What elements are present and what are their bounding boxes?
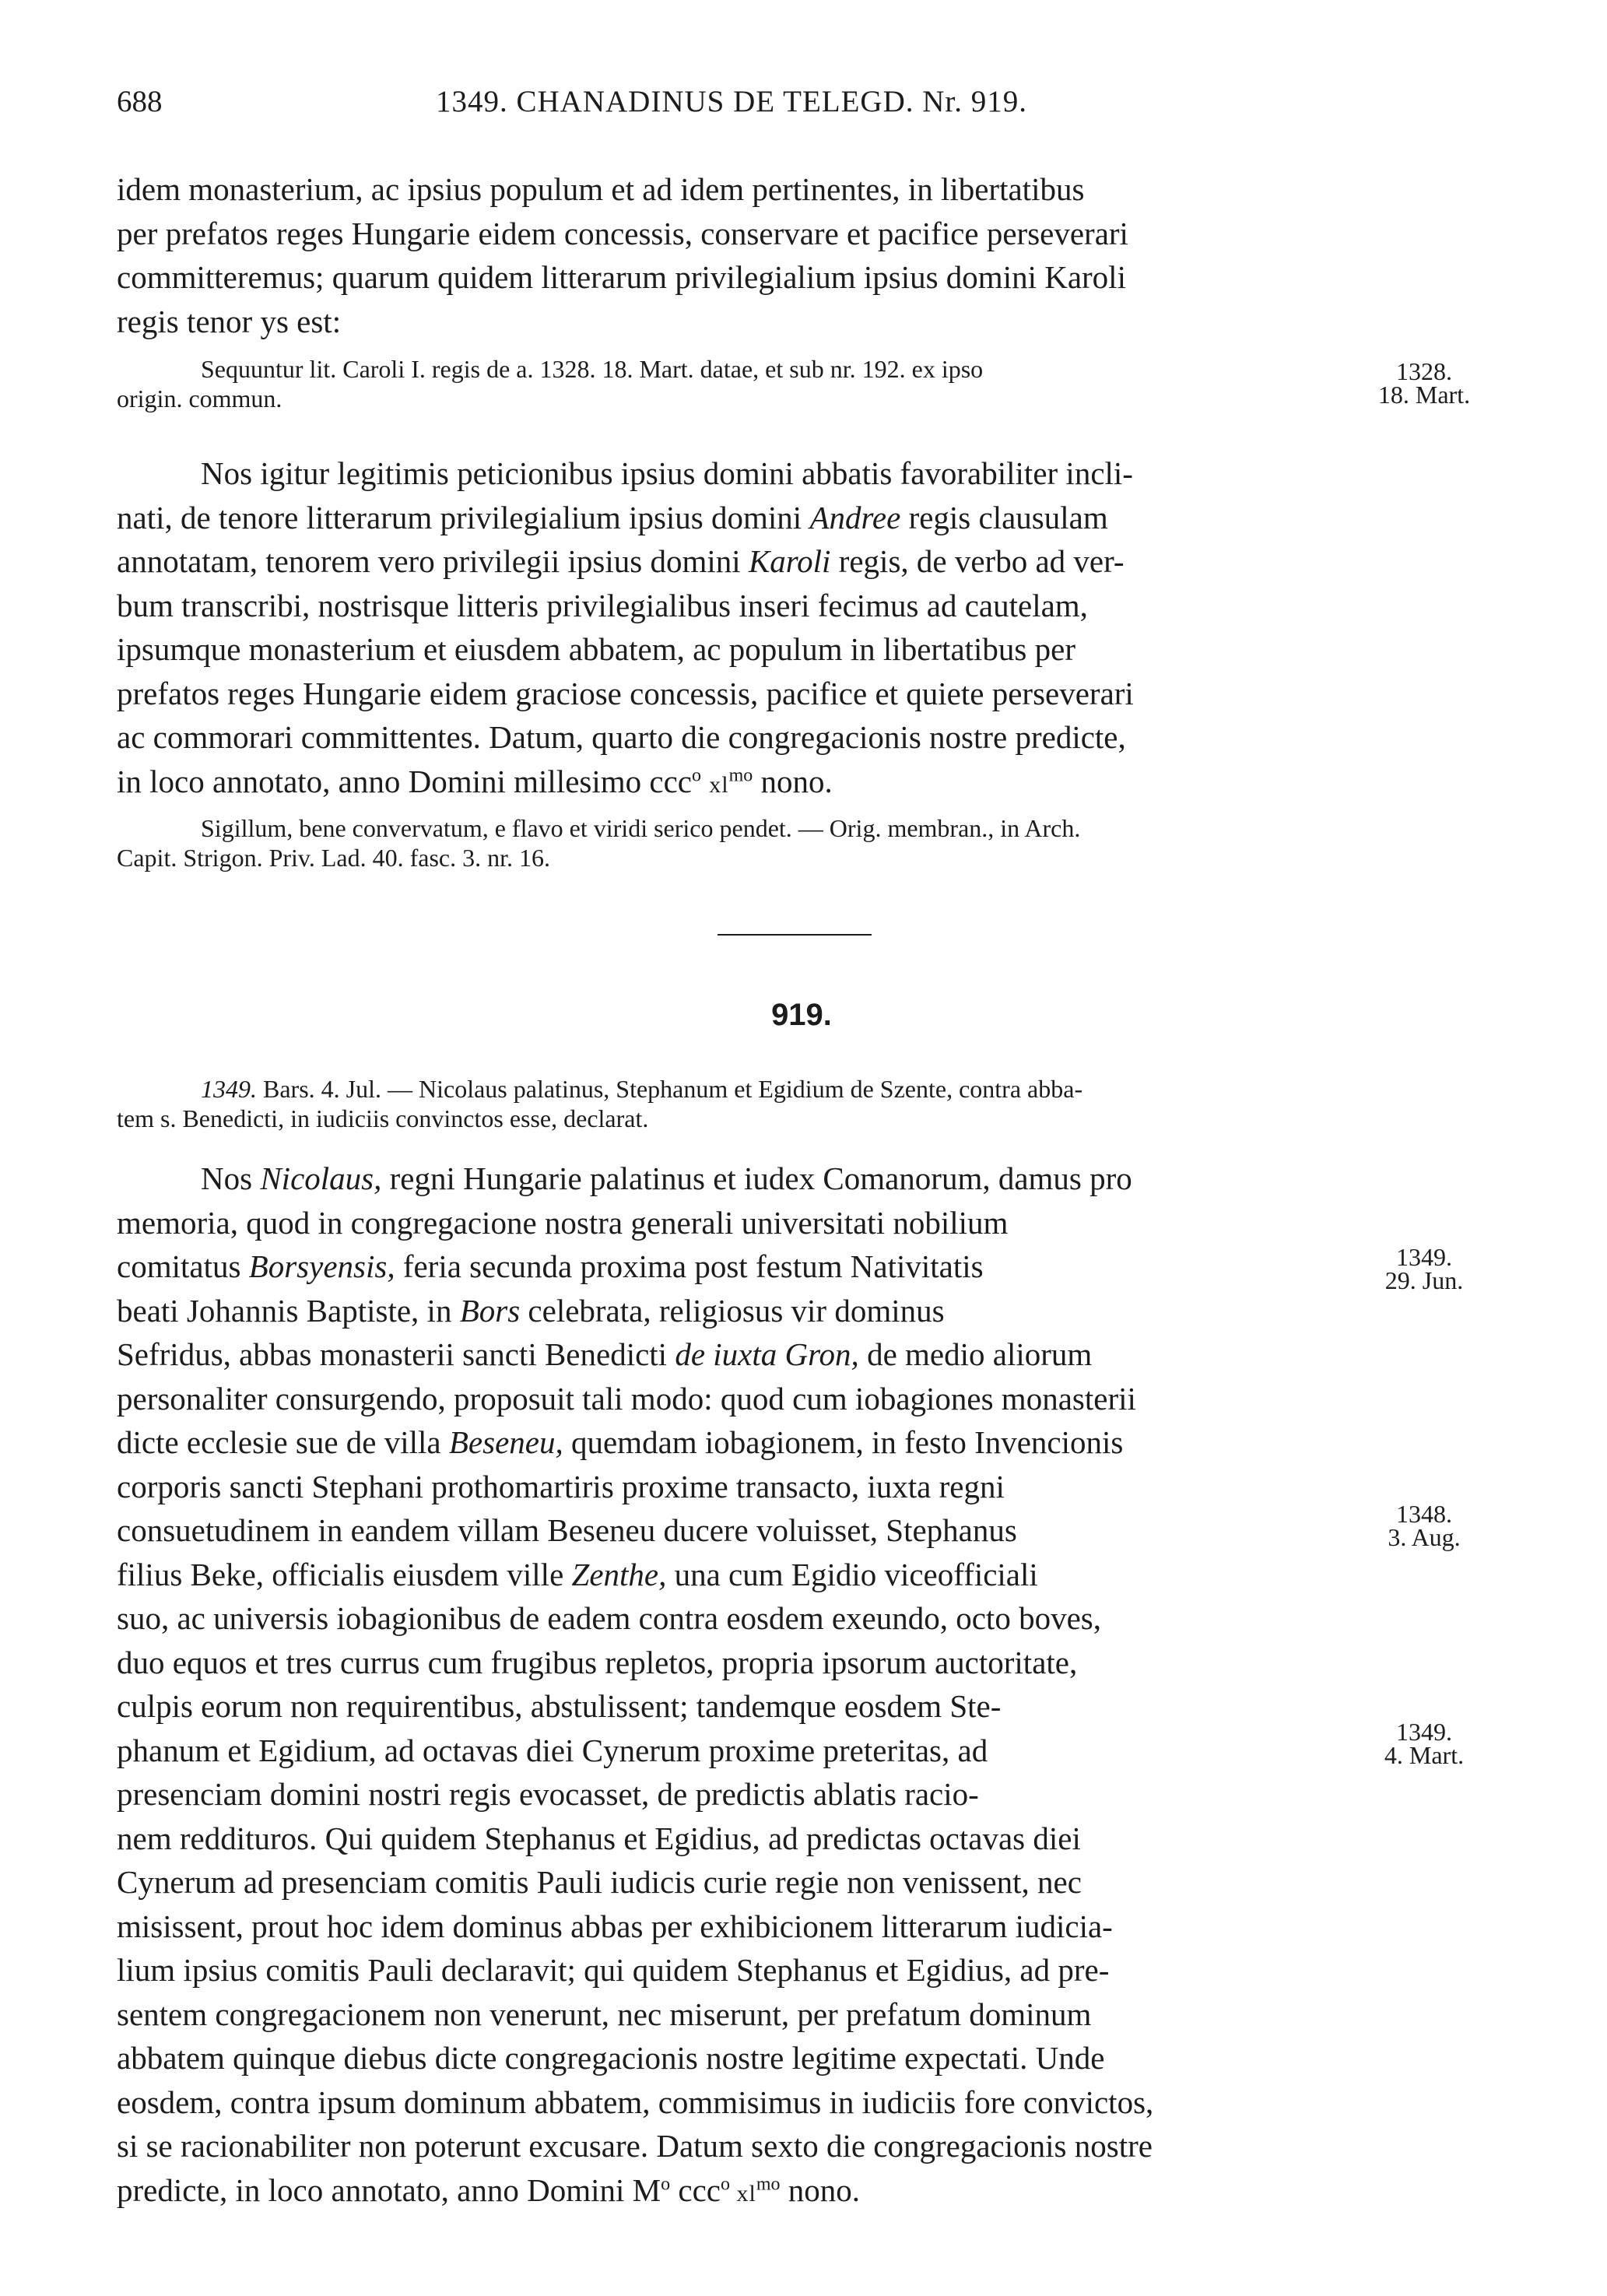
page-header bbox=[117, 84, 1486, 131]
document-number: 919. bbox=[771, 998, 832, 1032]
charter-text: Nos Nicolaus, regni Hungarie palatinus et iudex Comanorum, damus pro memoria, quod in congregacione nostra generali universitati nobilium comitatus Borsyensis, feria secunda proxima post festum Nativitatis beati Johannis Baptiste, in Bors celebrata, religiosus vir dominus Sefridus, abbas monasterii sancti Benedicti de iuxta Gron, de medio aliorum personaliter consurgendo, proposuit tali modo: quod cum iobagiones monasterii dicte ecclesie sue de villa Beseneu, quemdam iobagionem, in festo Invencionis corporis sancti Stephani prothomartiris proxime transacto, iuxta regni consuetudinem in eandem villam Beseneu ducere voluisset, Stephanus filius Beke, officialis eiusdem ville Zenthe, una cum Egidio viceofficiali suo, ac universis iobagionibus de eadem contra eosdem exeundo, octo boves, duo equos et tres currus cum frugibus repletos, propria ipsorum auctoritate, culpis eorum non requirentibus, abstulissent; tandemque eosdem Ste- phanum et Egidium, ad octavas diei Cynerum proxime preteritas, ad presenciam domini nostri regis evocasset, de predictis ablatis racio- nem reddituros. Qui quidem Stephanus et Egidius, ad predictas octavas diei Cynerum ad presenciam comitis Pauli iudicis curie regie non venissent, nec misissent, prout hoc idem dominus abbas per exhibicionem litterarum iudicia- lium ipsius comitis Pauli declaravit; qui quidem Stephanus et Egidius, ad pre- sentem congregacionem non venerunt, nec miserunt, per prefatum dominum abbatem quinque diebus dicte congregacionis nostre legitime expectati. Unde eosdem, contra ipsum dominum abbatem, commisimus in iudiciis fore convictos, si se racionabiliter non poterunt excusare. Datum sexto die congregacionis nostre predicte, in loco annotato, anno Domini $M^o$ ccc$^o$ $xl^{mo}$ nono. bbox=[117, 1160, 1154, 2208]
document-page bbox=[117, 0, 1486, 2296]
running-title: 1349. CHANADINUS DE TELEGD. Nr. 919. bbox=[436, 85, 1027, 118]
page-number: 688 bbox=[117, 85, 163, 118]
source-note: Sigillum, bene convervatum, e flavo et viridi serico pendet. — Orig. membran., in Arch. Capit. Strigon. Priv. Lad. 40. fasc. 3. nr. 16. bbox=[117, 814, 1081, 872]
previous-document-end bbox=[117, 167, 1486, 343]
margin-date-1349-mart: 1349. 4. Mart. bbox=[1384, 1718, 1465, 1769]
margin-date-1349-jun: 1349. 29. Jun. bbox=[1384, 1243, 1464, 1294]
closing-paragraph: idem monasterium, ac ipsius populum et ad idem pertinentes, in libertatibus per prefatos reges Hungarie eidem concessis, conservare et pacifice perseverari committeremus; quarum quidem litterarum privilegialium ipsius domini Karoli regis tenor ys est: bbox=[117, 171, 1128, 339]
section-divider bbox=[718, 934, 872, 936]
margin-date-1328: 1328. 18. Mart. bbox=[1377, 357, 1471, 409]
regest: 1349. Bars. 4. Jul. — Nicolaus palatinus, Stephanum et Egidium de Szente, contra abba- tem s. Benedicti, in iudiciis convinctos esse, declarat. bbox=[117, 1075, 1083, 1132]
confirmation-paragraph: Nos igitur legitimis peticionibus ipsius domini abbatis favorabiliter incli- nati, de tenore litterarum privilegialium ipsius domini Andree regis clausulam annotatam, tenorem vero privilegii ipsius domini Karoli regis, de verbo ad ver- bum transcribi, nostrisque litteris privilegialibus inseri fecimus ad cautelam, ipsumque monasterium et eiusdem abbatem, ac populum in libertatibus per prefatos reges Hungarie eidem graciose concessis, pacifice et quiete perseverari ac commorari committentes. Datum, quarto die congregacionis nostre predicte, in loco annotato, anno Domini millesimo ccc$^o$ $xl^{mo}$ nono. bbox=[117, 455, 1134, 799]
margin-date-1348-aug: 1348. 3. Aug. bbox=[1388, 1500, 1461, 1551]
insertion-note: Sequuntur lit. Caroli I. regis de a. 1328. 18. Mart. datae, et sub nr. 192. ex ipso origin. commun. bbox=[117, 355, 984, 413]
